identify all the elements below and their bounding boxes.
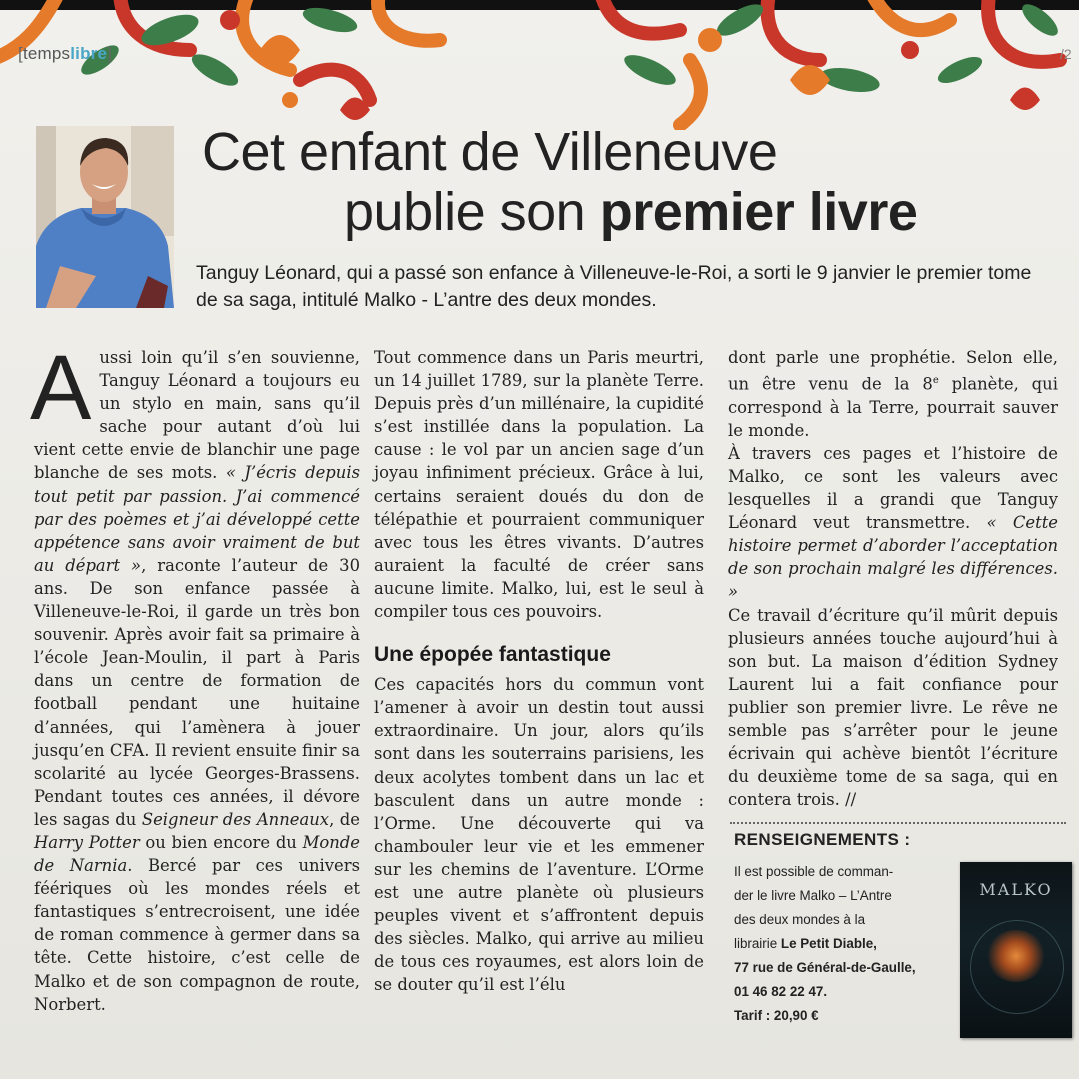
info-line: [734, 956, 946, 980]
paragraph: [728, 442, 1058, 604]
author-portrait: [36, 126, 174, 308]
bookshop-name: Le Petit Diable,: [780, 936, 877, 951]
paragraph: Tout commence dans un Paris meurtri, un 14 juillet 1789, sur la planète Terre. Depuis près d’un millénaire, la cupidité s’est instillée dans la population. La cause : le vol par un ancien sage d’un joyau infiniment précieux. Grâce à lui, certains seraient doués du don de télépathie et pourraient communiquer avec tous les êtres vivants. D’autres auraient la faculté de créer sans aucune limite. Malko, lui, est le seul à compiler tous ces pouvoirs.: [374, 348, 704, 622]
portrait-illustration: [36, 126, 174, 308]
info-title: RENSEIGNEMENTS :: [734, 830, 911, 849]
book-price: Tarif : 20,90 €: [734, 1008, 819, 1023]
bracket-close: ]: [107, 44, 113, 63]
headline-line-2-bold: premier livre: [599, 182, 918, 242]
paragraph: Ces capacités hors du commun vont l’amener à avoir un destin tout aussi extraordinaire. Un jour, alors qu’ils sont dans les souterrains parisiens, les deux acolytes tombent dans un lac et basculent dans un autre monde : l’Orme. Une découverte qui va chambouler leur vie et les emmener sur les chemins de l’aventure. L’Orme est une autre planète où plusieurs peuples vivent et s’affrontent depuis des siècles. Malko, qui arrive au milieu de tous ces royaumes, est alors loin de se douter qu’il est l’élu: [374, 675, 704, 995]
info-line: [734, 1004, 946, 1028]
book-cover-title: MALKO: [979, 880, 1053, 899]
bracket-open: [: [18, 44, 23, 63]
text-run: . Bercé par ces univers féériques où les mondes réels et fantastiques s’entrecroisent, une idée de roman commence à germer dans sa tête. Cette histoire, c’est celle de Malko et de son compagnon de route, Norbert.: [34, 856, 360, 1014]
book-cover-glow: [986, 930, 1046, 982]
book-title: Seigneur des Anneaux: [141, 809, 330, 829]
info-text: librairie: [734, 936, 781, 951]
quote: « Cette histoire permet d’aborder l’acceptation de son prochain malgré les différences. »: [728, 513, 1058, 602]
info-line: [734, 932, 946, 956]
paragraph: Ce travail d’écriture qu’il mûrit depuis plusieurs années touche aujourd’hui à son but. La maison d’édition Sydney Laurent lui a fait confiance pour publier son premier livre. Le rêve ne semble pas s’arrêter pour le jeune écrivain qui achève bientôt l’écriture du deuxième tome de sa saga, qui en contera trois. //: [728, 605, 1058, 810]
headline-line-2-regular: publie son: [344, 182, 600, 242]
headline-line-1: Cet enfant de Villeneuve: [202, 122, 778, 182]
text-run: dont parle une prophétie. Selon elle, un être venu de la 8: [728, 348, 1058, 394]
paragraph: [30, 337, 361, 1016]
standfirst: Tanguy Léonard, qui a passé son enfance à Villeneuve-le-Roi, a sorti le 9 janvier le premier tome de sa saga, intitulé Malko - L’antre des deux mondes.: [196, 262, 1032, 311]
floral-ornament-right: [590, 0, 1079, 130]
section-word-temps: temps: [22, 44, 71, 63]
text-run: planète, qui correspond à la Terre, pourrait sauver le monde.: [728, 374, 1058, 440]
text-run: ou bien encore du: [139, 832, 303, 852]
book-cover: [960, 862, 1072, 1038]
book-title: Monde de Narnia: [34, 832, 360, 876]
superscript: e: [932, 375, 939, 387]
book-title: Harry Potter: [34, 832, 140, 852]
article-column-3: [728, 346, 1058, 811]
headline-line-2: [196, 182, 1056, 242]
paragraph: [728, 346, 1058, 442]
page-number: /2: [1060, 46, 1072, 62]
section-word-libre: libre: [70, 44, 108, 63]
floral-ornament-left: [0, 0, 460, 130]
text-run: , raconte l’auteur de 30 ans. De son enfance passée à Villeneuve-le-Roi, il garde un très bon souvenir. Après avoir fait sa primaire à l’école Jean-Moulin, il part à Paris dans un centre de formation de football pendant une huitaine d’années, qui l’amènera à jouer jusqu’en CFA. Il revient ensuite finir sa scolarité au lycée Georges-Brassens. Pendant toutes ces années, il dévore les sagas du: [34, 555, 361, 829]
article-column-1: [30, 337, 361, 1016]
info-line: des deux mondes à la: [734, 912, 866, 927]
bookshop-address: 77 rue de Général-de-Gaulle,: [734, 960, 916, 975]
info-box: [734, 860, 946, 1028]
text-run: ussi loin qu’il s’en souvienne, Tanguy Léonard a toujours eu un stylo en main, sans qu’il sache pour autant d’où lui vient cette envie de blanchir une page blanche de ses mots.: [34, 348, 360, 483]
article-column-2: [374, 346, 704, 996]
info-line: [734, 980, 946, 1004]
text-run: À travers ces pages et l’histoire de Malko, ce sont les valeurs avec lesquelles il a grandi que Tanguy Léonard veut transmettre.: [728, 443, 1058, 533]
bookshop-phone: 01 46 82 22 47.: [734, 984, 828, 999]
text-run: , de: [329, 809, 360, 829]
drop-cap: A: [30, 337, 92, 439]
info-line: Il est possible de comman-: [734, 864, 894, 879]
info-divider: [730, 822, 1066, 824]
headline: [196, 122, 1056, 242]
section-tag: [18, 44, 112, 64]
info-line: der le livre Malko – L’Antre: [734, 888, 892, 903]
subheading: Une épopée fantastique: [374, 643, 611, 667]
quote: « J’écris depuis tout petit par passion. J’ai commencé par des poèmes et j’ai développé cette appétence sans avoir vraiment de but au départ »: [34, 463, 360, 575]
